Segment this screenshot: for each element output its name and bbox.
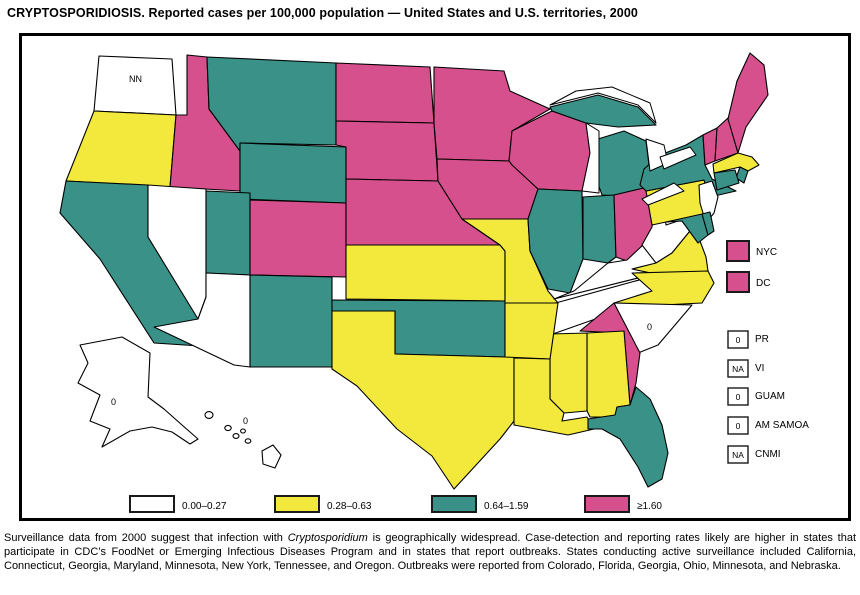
rate-legend <box>130 496 662 512</box>
guam-value: 0 <box>735 392 741 402</box>
hawaii-label: 0 <box>243 416 249 426</box>
guam-label: GUAM <box>755 391 785 402</box>
map-frame <box>19 33 851 521</box>
state-ks <box>346 245 505 301</box>
state-wa <box>94 56 176 115</box>
dc-swatch <box>727 272 749 292</box>
territory-legend <box>727 241 809 463</box>
nyc-swatch <box>727 241 749 261</box>
state-nd <box>336 63 434 123</box>
pr-value: 0 <box>735 335 741 345</box>
state-ak <box>78 337 198 447</box>
state-ut <box>206 191 250 275</box>
state-in <box>583 195 616 263</box>
state-co <box>250 200 346 277</box>
pr-label: PR <box>755 334 769 345</box>
cnmi-value: NA <box>732 450 744 460</box>
class2-label: 0.28–0.63 <box>327 501 372 512</box>
us-choropleth-map <box>22 36 848 518</box>
state-nm <box>250 275 332 367</box>
state-mi-lower <box>592 131 650 197</box>
south-carolina-label: 0 <box>647 322 653 332</box>
state-al <box>587 331 630 417</box>
footnote-part1: Surveillance data from 2000 suggest that infection with <box>4 532 288 544</box>
class1-label: 0.00–0.27 <box>182 501 227 512</box>
class2-swatch <box>275 496 319 512</box>
state-wy <box>240 143 346 203</box>
footnote <box>4 531 856 573</box>
class3-label: 0.64–1.59 <box>484 501 529 512</box>
class4-label: ≥1.60 <box>637 501 662 512</box>
class3-swatch <box>432 496 476 512</box>
class1-swatch <box>130 496 174 512</box>
state-or <box>66 111 176 187</box>
vi-label: VI <box>755 363 765 374</box>
class4-swatch <box>585 496 629 512</box>
alaska-label: 0 <box>111 397 117 407</box>
state-sd <box>336 121 438 181</box>
am-samoa-value: 0 <box>735 421 741 431</box>
page-title: CRYPTOSPORIDIOSIS. Reported cases per 100,000 population — United States and U.S. territories, 2000 <box>7 6 638 20</box>
footnote-italic-term: Cryptosporidium <box>287 532 368 544</box>
state-me <box>728 53 768 153</box>
footnote-part2: is geographically widespread. Case-detection and reporting rates likely are higher in states that participate in CDC’s FoodNet or Emerging Infectious Diseases Program and in states that report outbreaks. States conducting active surveillance included California, Connecticut, Georgia, Maryland, Minnesota, New York, Tennessee, and Oregon. Outbreaks were reported from Colorado, Florida, Georgia, Ohio, Minnesota, and Nebraska. <box>4 532 856 572</box>
vi-value: NA <box>732 364 744 374</box>
am-samoa-label: AM SAMOA <box>755 420 809 431</box>
state-ct <box>714 170 739 190</box>
state-ms <box>550 333 587 413</box>
nyc-label: NYC <box>756 247 778 258</box>
washington-label: NN <box>129 74 142 84</box>
cnmi-label: CNMI <box>755 449 781 460</box>
dc-label: DC <box>756 278 771 289</box>
state-ar <box>505 303 558 359</box>
